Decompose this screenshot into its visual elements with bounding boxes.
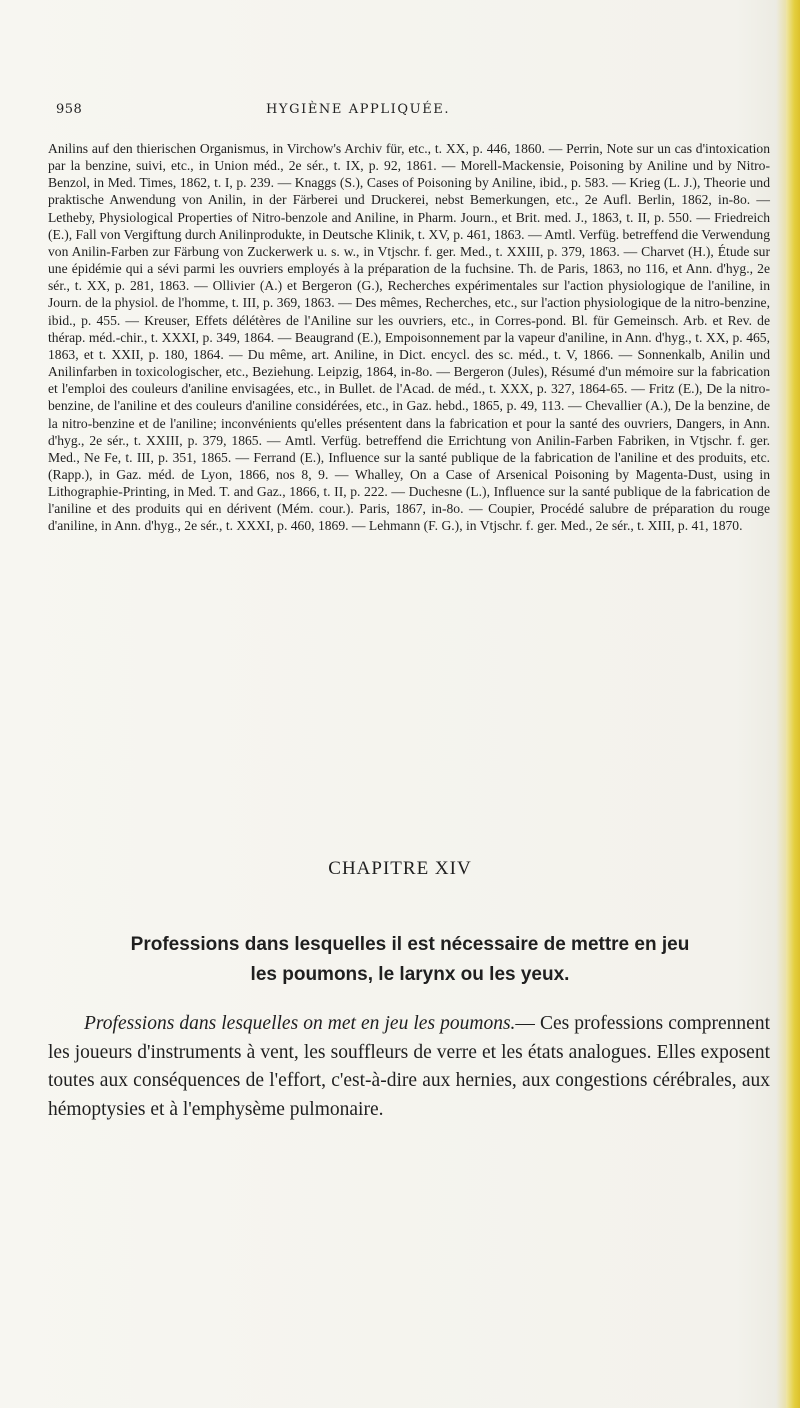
page-edge [786,0,800,1408]
chapter-title: CHAPITRE XIV [328,858,472,879]
chapter-heading-line-2: les poumons, le larynx ou les yeux. [250,964,570,985]
running-title: HYGIÈNE APPLIQUÉE. [266,102,451,117]
paragraph-lead: Professions dans lesquelles on met en jeu les poumons. [84,1013,516,1034]
page-number: 958 [56,102,83,117]
paragraph-text: — Ces professions comprennent les joueurs d'instruments à vent, les souffleurs de verre et les états analogues. Elles exposent toutes aux conséquences de l'effort, c'est-à-dire aux hernies, aux congestions cérébrales, aux hémoptysies et à l'emphysème pulmonaire. [48,1013,771,1120]
bibliography-references: Anilins auf den thierischen Organismus, in Virchow's Archiv für, etc., t. XX, p. 446, 1860. — Perrin, Note sur un cas d'intoxication par la benzine, suivi, etc., in Union méd., 2e sér., t. IX, p. 92, 1861. — Morell-Mackensie, Poisoning by Aniline und by Nitro-Benzol, in Med. Times, 1862, t. I, p. 239. — Knaggs (S.), Cases of Poisoning by Aniline, ibid., p. 583. — Krieg (L. J.), Theorie und praktische Anwendung von Anilin, in der Färberei und Druckerei, nebst Bemerkungen, etc., 2e Aufl. Berlin, 1862, in-8o. — Letheby, Physiological Properties of Nitro-benzole and Aniline, in Pharm. Journ., et Brit. med. J., 1863, t. II, p. 550. — Friedreich (E.), Fall von Vergiftung durch Anilinprodukte, in Deutsche Klinik, t. XV, p. 461, 1863. — Amtl. Verfüg. betreffend die Verwendung von Anilin-Farben zur Färbung von Zuckerwerk u. s. w., in Vtjschr. f. ger. Med., t. XXIII, p. 379, 1863. — Charvet (H.), Étude sur une épidémie qui a sévi parmi les ouvriers employés à la préparation de la fuchsine. Th. de Paris, 1863, no 116, et Ann. d'hyg., 2e sér., t. XX, p. 281, 1863. — Ollivier (A.) et Bergeron (G.), Recherches expérimentales sur l'action physiologique de l'aniline, in Journ. de la physiol. de l'homme, t. III, p. 369, 1863. — Des mêmes, Recherches, etc., sur l'action physiologique de la nitro-benzine, ibid., p. 455. — Kreuser, Effets délétères de l'Aniline sur les ouvriers, etc., in Corres-pond. Bl. für Gemeinsch. Arb. et Rev. de thérap. méd.-chir., t. XXXI, p. 349, 1864. — Beaugrand (E.), Empoisonnement par la vapeur d'aniline, in Ann. d'hyg., t. XX, p. 465, 1863, et t. XXII, p. 180, 1864. — Du même, art. Aniline, in Dict. encycl. des sc. méd., t. V, 1866. — Sonnenkalb, Anilin und Anilinfarben in toxicologischer, etc., Beziehung. Leipzig, 1864, in-8o. — Bergeron (Jules), Résumé d'un mémoire sur la fabrication et l'emploi des couleurs d'aniline envisagées, etc., in Bullet. de l'Acad. de méd., t. XXX, p. 327, 1864-65. — Fritz (E.), De la nitro-benzine, de l'aniline et des couleurs d'aniline considérées, etc., in Gaz. hebd., 1865, p. 49, 113. — Chevallier (A.), De la benzine, de la nitro-benzine et de l'aniline; inconvénients qu'elles présentent dans la fabrication et pour la santé des ouvriers, Dangers, in Ann. d'hyg., 2e sér., t. XXIII, p. 379, 1865. — Amtl. Verfüg. betreffend die Errichtung von Anilin-Farben Fabriken, in Vtjschr. f. ger. Med., Ne Fe, t. III, p. 351, 1865. — Ferrand (E.), Influence sur la santé publique de la fabrication de l'aniline et des produits, etc. (Rapp.), in Gaz. méd. de Lyon, 1866, nos 8, 9. — Whalley, On a Case of Arsenical Poisoning by Magenta-Dust, using in Lithographie-Printing, in Med. T. and Gaz., 1866, t. II, p. 222. — Duchesne (L.), Influence sur la santé publique de la fabrication de l'aniline et des produits qui en dérivent (Mém. cour.). Paris, 1867, in-8o. — Coupier, Procédé salubre de préparation du rouge d'aniline, in Ann. d'hyg., 2e sér., t. XXXI, p. 460, 1869. — Lehmann (F. G.), in Vtjschr. f. ger. Med., 2e sér., t. XIII, p. 41, 1870. [48,141,770,534]
chapter-heading-line-1: Professions dans lesquelles il est nécessaire de mettre en jeu [130,934,690,955]
body-paragraph [48,1010,770,1124]
chapter-heading [60,930,760,990]
